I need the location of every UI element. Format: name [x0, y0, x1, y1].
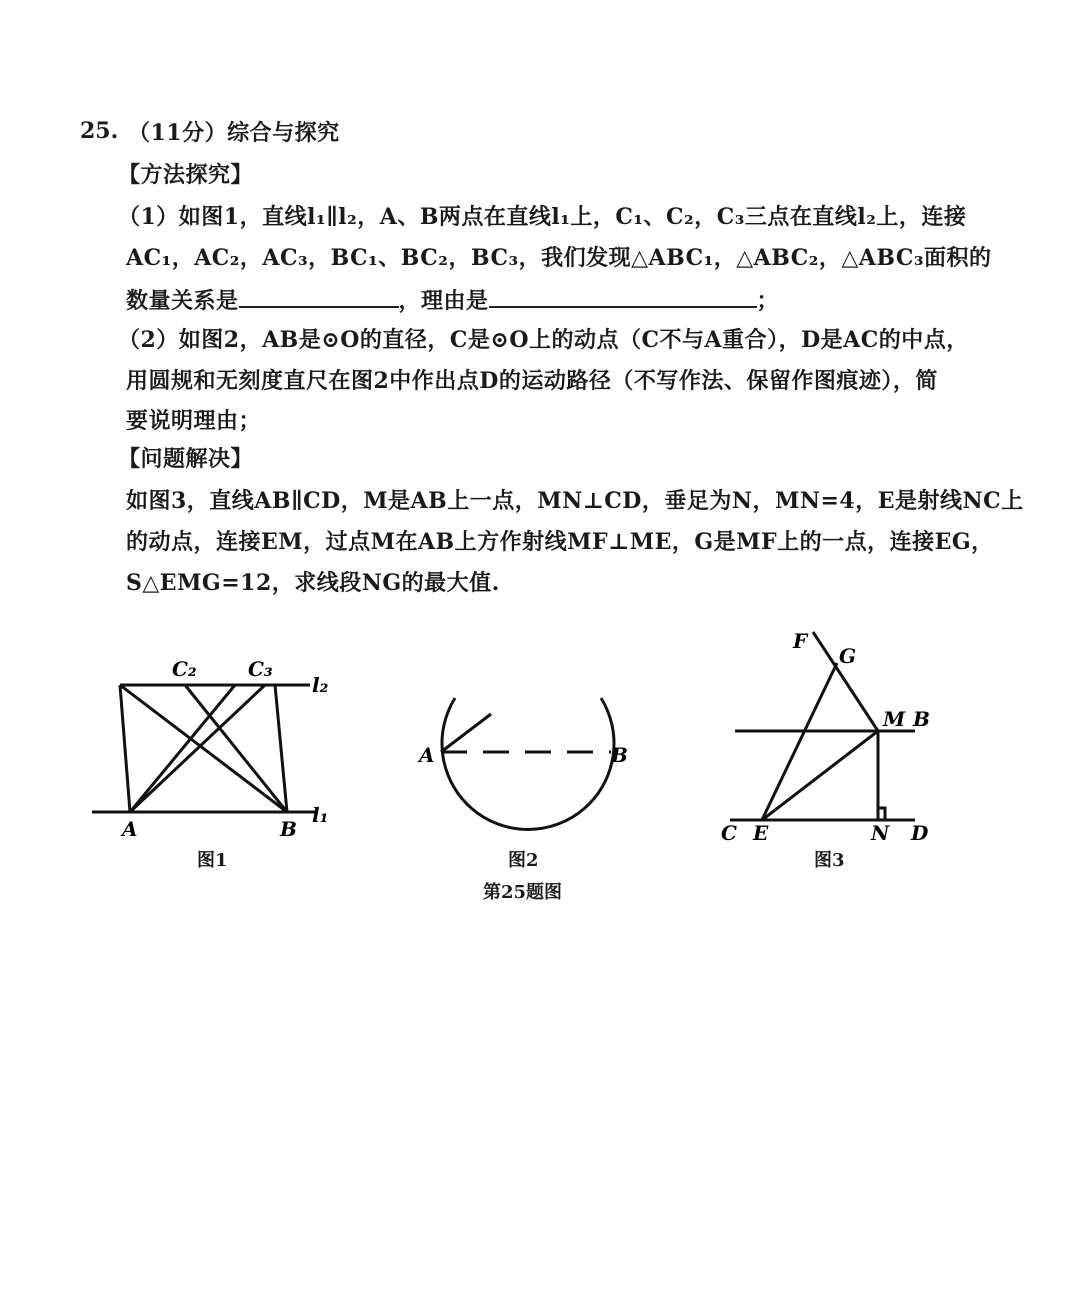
part1-line3-label: 数量关系是 — [126, 288, 239, 314]
label-C: C — [721, 821, 737, 845]
label-M: M — [883, 707, 906, 731]
label-F: F — [793, 629, 808, 653]
label-B: B — [280, 817, 297, 841]
part3-line3: S△EMG=12，求线段NG的最大值. — [126, 570, 500, 596]
label-G: G — [839, 644, 857, 668]
label-N: N — [871, 821, 890, 845]
figure-1-caption: 图1 — [197, 850, 228, 871]
label-A: A — [122, 817, 138, 841]
part2-line1: （2）如图2，AB是⊙O的直径，C是⊙O上的动点（C不与A重合），D是AC的中点， — [118, 327, 969, 353]
segment-BC3 — [275, 685, 287, 812]
part2-line3: 要说明理由； — [126, 408, 262, 434]
label-C2: C₂ — [172, 657, 197, 681]
label-D: D — [911, 821, 929, 845]
question-heading: （11分）综合与探究 — [128, 120, 340, 146]
label-E: E — [753, 821, 769, 845]
part3-line2: 的动点，连接EM，过点M在AB上方作射线MF⊥ME，G是MF上的一点，连接EG， — [126, 529, 994, 555]
label-l2: l₂ — [312, 673, 329, 697]
label-l1: l₁ — [312, 803, 329, 827]
semicircle-arc — [442, 698, 614, 829]
segment-AC3 — [130, 685, 265, 812]
part1-line3-reason-label: ，理由是 — [398, 288, 489, 314]
figure-2 — [405, 680, 645, 850]
segment-EM — [762, 731, 878, 820]
answer-blank-reason[interactable] — [489, 284, 757, 308]
construction-mark — [441, 714, 491, 752]
figure-3-caption: 图3 — [814, 850, 845, 871]
segment-BC2 — [185, 685, 287, 812]
section-solve-title: 【问题解决】 — [118, 446, 254, 472]
label-B: B — [611, 743, 628, 767]
section-method-title: 【方法探究】 — [118, 162, 254, 188]
figure-2-caption: 图2 — [508, 850, 539, 871]
part1-line3 — [126, 284, 779, 316]
question-number: 25. — [80, 118, 119, 144]
part3-line1: 如图3，直线AB∥CD，M是AB上一点，MN⊥CD，垂足为N，MN=4，E是射线NC上 — [126, 488, 1024, 514]
figures-group-caption: 第25题图 — [483, 882, 563, 903]
figure-3 — [715, 620, 945, 850]
part2-line2: 用圆规和无刻度直尺在图2中作出点D的运动路径（不写作法、保留作图痕迹），简 — [126, 368, 938, 394]
label-C3: C₃ — [248, 657, 273, 681]
segment-EG — [762, 663, 837, 820]
label-A: A — [419, 743, 435, 767]
label-B: B — [913, 707, 930, 731]
segment-AC1 — [120, 685, 130, 812]
part1-line1: （1）如图1，直线l₁∥l₂，A、B两点在直线l₁上，C₁、C₂，C₃三点在直线l₂上，连接 — [118, 204, 967, 230]
part1-line3-end: ； — [756, 288, 780, 314]
answer-blank-relation[interactable] — [239, 284, 399, 308]
figure-1 — [80, 640, 350, 850]
part1-line2: AC₁，AC₂，AC₃，BC₁、BC₂，BC₃，我们发现△ABC₁，△ABC₂，△ABC₃面积的 — [126, 245, 992, 271]
